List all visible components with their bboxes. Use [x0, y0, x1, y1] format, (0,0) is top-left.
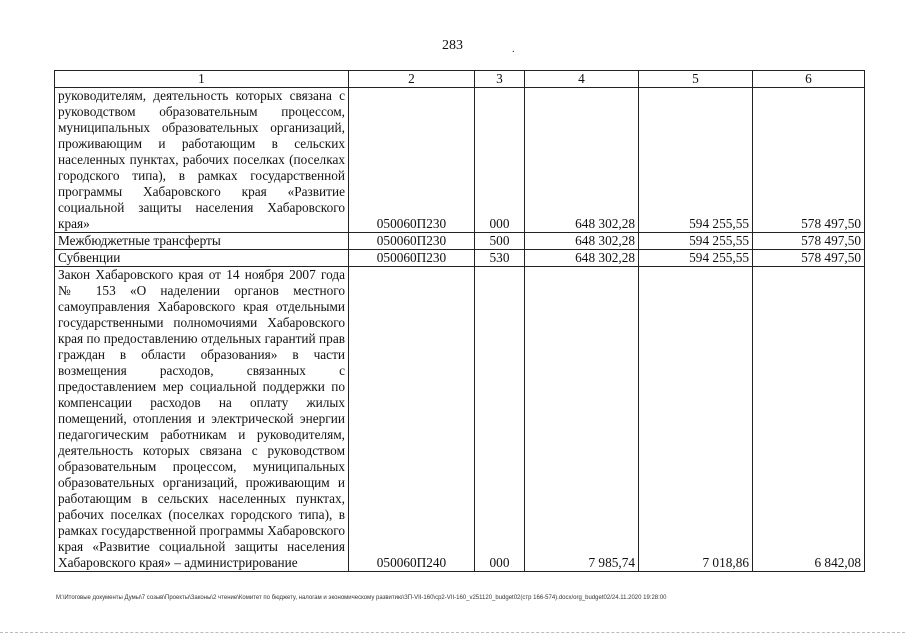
row-target-code: 050060П240 [349, 267, 475, 572]
row-amount-year-2: 594 255,55 [639, 88, 753, 233]
table-row [55, 233, 865, 250]
table-row [55, 250, 865, 267]
stray-mark: . [512, 44, 515, 55]
row-amount-year-3: 578 497,50 [753, 250, 865, 267]
row-description: Субвенции [55, 250, 349, 267]
row-amount-year-2: 594 255,55 [639, 250, 753, 267]
header-col-1: 1 [55, 71, 349, 88]
header-col-2: 2 [349, 71, 475, 88]
page-edge-divider [0, 632, 905, 633]
row-target-code: 050060П230 [349, 88, 475, 233]
row-amount-year-2: 7 018,86 [639, 267, 753, 572]
page-number: 283 [442, 38, 463, 53]
header-col-6: 6 [753, 71, 865, 88]
row-expense-type: 000 [475, 267, 525, 572]
header-col-4: 4 [525, 71, 639, 88]
header-col-3: 3 [475, 71, 525, 88]
row-amount-year-3: 6 842,08 [753, 267, 865, 572]
row-expense-type: 000 [475, 88, 525, 233]
row-amount-year-3: 578 497,50 [753, 88, 865, 233]
budget-table [54, 70, 865, 572]
row-amount-year-1: 648 302,28 [525, 88, 639, 233]
row-amount-year-3: 578 497,50 [753, 233, 865, 250]
row-description: Закон Хабаровского края от 14 ноября 2007 года № 153 «О наделении органов местного самоуправления Хабаровского края отдельными государственными полномочиями Хабаровского края по предоставлению отдельных гарантий прав граждан в области образования» в части возмещения расходов, связанных с предоставлением мер социальной поддержки по компенсации расходов на оплату жилых помещений, отопления и электрической энергии педагогическим работникам и руководителям, деятельность которых связана с руководством образовательным процессом, муниципальных образовательных организаций, проживающим и работающим в сельских населенных пунктах, рабочих поселках (поселках городского типа), в рамках государственной программы Хабаровского края «Развитие социальной защиты населения Хабаровского края» – администрирование [55, 267, 349, 572]
row-expense-type: 500 [475, 233, 525, 250]
table-row [55, 267, 865, 572]
row-amount-year-1: 648 302,28 [525, 250, 639, 267]
row-expense-type: 530 [475, 250, 525, 267]
row-amount-year-2: 594 255,55 [639, 233, 753, 250]
header-col-5: 5 [639, 71, 753, 88]
row-description: руководителям, деятельность которых связана с руководством образовательным процессом, муниципальных образовательных организаций, проживающим и работающим в сельских населенных пунктах, рабочих поселках (поселках городского типа), в рамках государственной программы Хабаровского края «Развитие социальной защиты населения Хабаровского края» [55, 88, 349, 233]
row-target-code: 050060П230 [349, 233, 475, 250]
row-amount-year-1: 7 985,74 [525, 267, 639, 572]
table-row [55, 88, 865, 233]
row-description: Межбюджетные трансферты [55, 233, 349, 250]
table-header-row [55, 71, 865, 88]
row-target-code: 050060П230 [349, 250, 475, 267]
footer-file-path: M:\Итоговые документы Думы\7 созыв\Проекты\Законы\2 чтение\Комитет по бюджету, налогам и экономическому развитию\ЗП-VII-160\ср2-VII-160_v251120_budget02(стр 166-574).docx/org_budget02/24.11.2020 19:28:00 [56, 595, 667, 601]
row-amount-year-1: 648 302,28 [525, 233, 639, 250]
